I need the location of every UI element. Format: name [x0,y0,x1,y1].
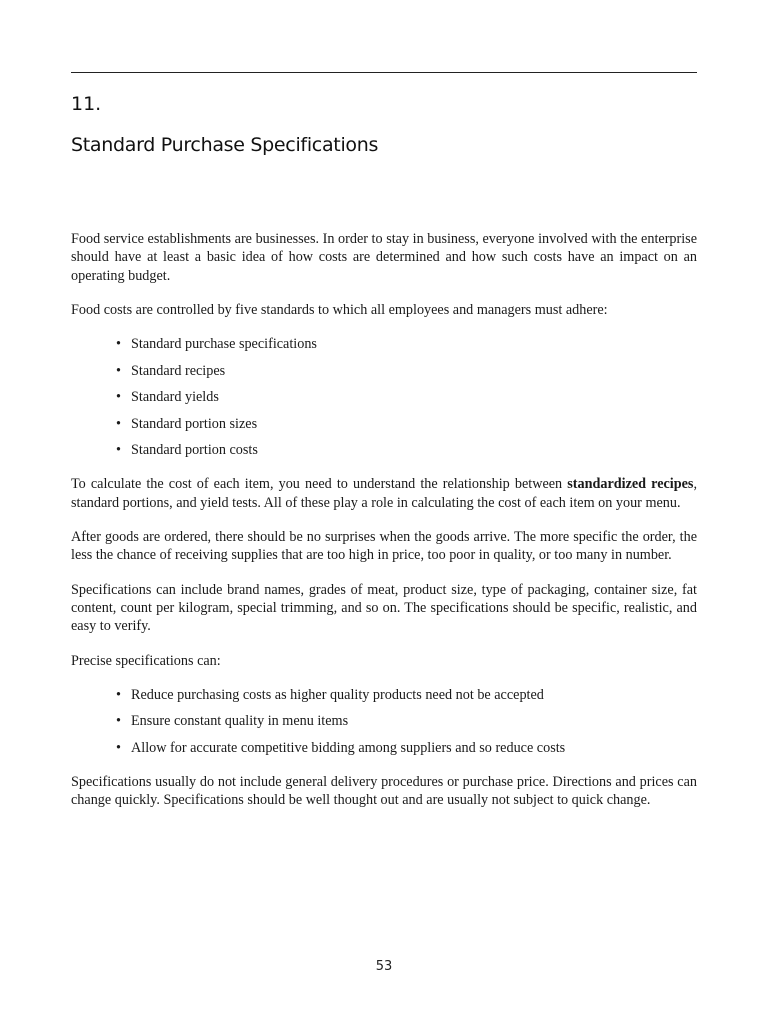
page-number: 53 [375,959,393,974]
chapter-title: Standard Purchase Specifications [71,134,379,156]
list-item: • Standard portion sizes [116,415,697,433]
paragraph-goods-ordered: After goods are ordered, there should be no surprises when the goods arrive. The more specific the order, the less the chance of receiving supplies that are too high in price, too poor in quality, or too many in number. [71,529,697,564]
paragraph-specifications-exclude: Specifications usually do not include general delivery procedures or purchase price. Directions and prices can change quickly. Specifications should be well thought out and are usually not subject to quick change. [71,774,697,809]
chapter-divider [71,72,697,73]
paragraph-precise-specifications: Precise specifications can: [71,652,221,669]
paragraph-five-standards: Food costs are controlled by five standards to which all employees and managers must adhere: [71,301,608,318]
list-item: • Standard purchase specifications [116,335,697,353]
chapter-body [71,230,697,810]
paragraph-specifications-include: Specifications can include brand names, grades of meat, product size, type of packaging, container size, fat content, count per kilogram, special trimming, and so on. The specifications should be specific, realistic, and easy to verify. [71,581,697,635]
paragraph-intro: Food service establishments are businesses. In order to stay in business, everyone involved with the enterprise should have at least a basic idea of how costs are determined and how such costs have an impact on an operating budget. [71,231,697,284]
bold-term-standardized-recipes: standardized recipes [567,476,694,493]
list-item: • Reduce purchasing costs as higher quality products need not be accepted [116,686,697,704]
list-item: • Ensure constant quality in menu items [116,712,697,730]
list-item: • Standard recipes [116,362,697,380]
chapter-number: 11. [71,93,102,115]
page-content [71,72,697,826]
benefits-list [71,686,697,757]
list-item: • Standard portion costs [116,441,697,459]
standards-list [71,335,697,459]
paragraph-calculate-cost [71,475,697,512]
list-item: • Standard yields [116,388,697,406]
text-run: To calculate the cost of each item, you need to understand the relationship between [71,476,568,493]
list-item: • Allow for accurate competitive bidding among suppliers and so reduce costs [116,739,697,757]
text-run: , standard portions, and yield tests. All of these play a role in calculating the cost of each item on your menu. [71,476,697,511]
